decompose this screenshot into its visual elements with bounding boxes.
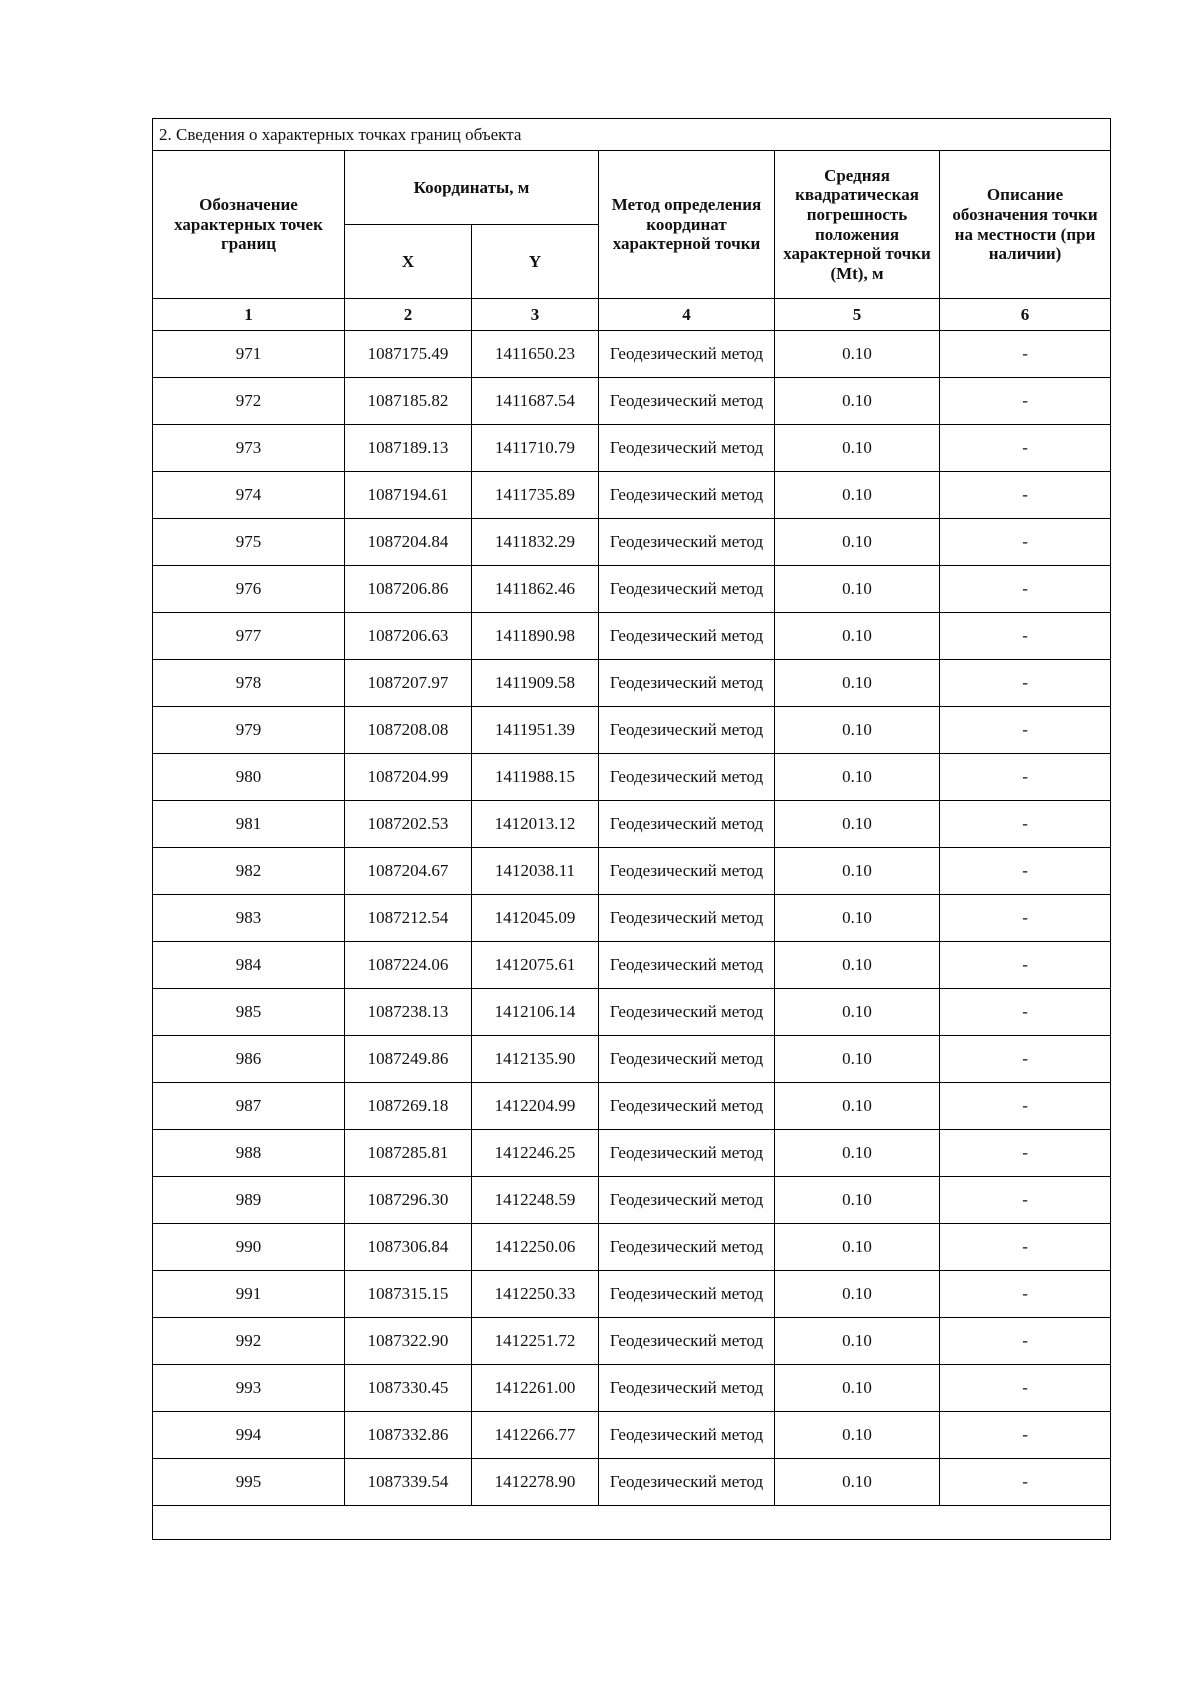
header-coordinates: Координаты, м	[345, 151, 599, 225]
description-cell: -	[940, 1412, 1111, 1459]
description-cell: -	[940, 707, 1111, 754]
y-coordinate-cell: 1412266.77	[472, 1412, 599, 1459]
table-caption: 2. Сведения о характерных точках границ объекта	[153, 119, 1111, 151]
method-cell: Геодезический метод	[599, 472, 775, 519]
empty-cell	[153, 1506, 1111, 1540]
point-id-cell: 983	[153, 895, 345, 942]
table-row	[153, 331, 1111, 378]
table-row	[153, 1412, 1111, 1459]
description-cell: -	[940, 472, 1111, 519]
description-cell: -	[940, 613, 1111, 660]
description-cell: -	[940, 660, 1111, 707]
table-row	[153, 942, 1111, 989]
mean-error-cell: 0.10	[775, 566, 940, 613]
point-id-cell: 993	[153, 1365, 345, 1412]
y-coordinate-cell: 1411735.89	[472, 472, 599, 519]
method-cell: Геодезический метод	[599, 1318, 775, 1365]
description-cell: -	[940, 1036, 1111, 1083]
mean-error-cell: 0.10	[775, 519, 940, 566]
description-cell: -	[940, 378, 1111, 425]
method-cell: Геодезический метод	[599, 942, 775, 989]
y-coordinate-cell: 1411687.54	[472, 378, 599, 425]
mean-error-cell: 0.10	[775, 754, 940, 801]
method-cell: Геодезический метод	[599, 848, 775, 895]
table-row	[153, 1271, 1111, 1318]
mean-error-cell: 0.10	[775, 1318, 940, 1365]
y-coordinate-cell: 1412075.61	[472, 942, 599, 989]
y-coordinate-cell: 1411909.58	[472, 660, 599, 707]
mean-error-cell: 0.10	[775, 848, 940, 895]
table-row	[153, 848, 1111, 895]
mean-error-cell: 0.10	[775, 1130, 940, 1177]
x-coordinate-cell: 1087207.97	[345, 660, 472, 707]
mean-error-cell: 0.10	[775, 707, 940, 754]
x-coordinate-cell: 1087206.63	[345, 613, 472, 660]
table-row	[153, 425, 1111, 472]
y-coordinate-cell: 1412250.33	[472, 1271, 599, 1318]
x-coordinate-cell: 1087296.30	[345, 1177, 472, 1224]
point-id-cell: 984	[153, 942, 345, 989]
method-cell: Геодезический метод	[599, 1271, 775, 1318]
method-cell: Геодезический метод	[599, 1224, 775, 1271]
method-cell: Геодезический метод	[599, 1036, 775, 1083]
point-id-cell: 975	[153, 519, 345, 566]
column-number: 2	[345, 299, 472, 331]
point-id-cell: 973	[153, 425, 345, 472]
table-row	[153, 1130, 1111, 1177]
description-cell: -	[940, 942, 1111, 989]
y-coordinate-cell: 1412261.00	[472, 1365, 599, 1412]
x-coordinate-cell: 1087332.86	[345, 1412, 472, 1459]
x-coordinate-cell: 1087175.49	[345, 331, 472, 378]
table-row	[153, 989, 1111, 1036]
table-row	[153, 660, 1111, 707]
table-row	[153, 1224, 1111, 1271]
mean-error-cell: 0.10	[775, 801, 940, 848]
table-row	[153, 801, 1111, 848]
mean-error-cell: 0.10	[775, 425, 940, 472]
table-row	[153, 1083, 1111, 1130]
mean-error-cell: 0.10	[775, 1271, 940, 1318]
table-row	[153, 519, 1111, 566]
method-cell: Геодезический метод	[599, 519, 775, 566]
table-row	[153, 1365, 1111, 1412]
y-coordinate-cell: 1412248.59	[472, 1177, 599, 1224]
description-cell: -	[940, 1130, 1111, 1177]
point-id-cell: 976	[153, 566, 345, 613]
method-cell: Геодезический метод	[599, 895, 775, 942]
mean-error-cell: 0.10	[775, 895, 940, 942]
table-row	[153, 613, 1111, 660]
y-coordinate-cell: 1411710.79	[472, 425, 599, 472]
header-mean-error: Средняя квадратическая погрешность положения характерной точки (Mt), м	[775, 151, 940, 299]
x-coordinate-cell: 1087204.99	[345, 754, 472, 801]
method-cell: Геодезический метод	[599, 613, 775, 660]
x-coordinate-cell: 1087212.54	[345, 895, 472, 942]
point-id-cell: 988	[153, 1130, 345, 1177]
table-row	[153, 895, 1111, 942]
mean-error-cell: 0.10	[775, 1365, 940, 1412]
y-coordinate-cell: 1412038.11	[472, 848, 599, 895]
x-coordinate-cell: 1087339.54	[345, 1459, 472, 1506]
header-description: Описание обозначения точки на местности (при наличии)	[940, 151, 1111, 299]
y-coordinate-cell: 1412045.09	[472, 895, 599, 942]
x-coordinate-cell: 1087285.81	[345, 1130, 472, 1177]
y-coordinate-cell: 1412135.90	[472, 1036, 599, 1083]
method-cell: Геодезический метод	[599, 331, 775, 378]
x-coordinate-cell: 1087204.84	[345, 519, 472, 566]
point-id-cell: 986	[153, 1036, 345, 1083]
x-coordinate-cell: 1087194.61	[345, 472, 472, 519]
column-number: 1	[153, 299, 345, 331]
y-coordinate-cell: 1411951.39	[472, 707, 599, 754]
mean-error-cell: 0.10	[775, 989, 940, 1036]
header-method: Метод определения координат характерной точки	[599, 151, 775, 299]
description-cell: -	[940, 425, 1111, 472]
y-coordinate-cell: 1411862.46	[472, 566, 599, 613]
mean-error-cell: 0.10	[775, 1177, 940, 1224]
y-coordinate-cell: 1412251.72	[472, 1318, 599, 1365]
point-id-cell: 982	[153, 848, 345, 895]
mean-error-cell: 0.10	[775, 1083, 940, 1130]
method-cell: Геодезический метод	[599, 1412, 775, 1459]
method-cell: Геодезический метод	[599, 425, 775, 472]
method-cell: Геодезический метод	[599, 754, 775, 801]
x-coordinate-cell: 1087185.82	[345, 378, 472, 425]
description-cell: -	[940, 1083, 1111, 1130]
y-coordinate-cell: 1412246.25	[472, 1130, 599, 1177]
header-designation: Обозначение характерных точек границ	[153, 151, 345, 299]
x-coordinate-cell: 1087315.15	[345, 1271, 472, 1318]
method-cell: Геодезический метод	[599, 707, 775, 754]
header-x: X	[345, 225, 472, 299]
description-cell: -	[940, 566, 1111, 613]
method-cell: Геодезический метод	[599, 378, 775, 425]
point-id-cell: 985	[153, 989, 345, 1036]
point-id-cell: 974	[153, 472, 345, 519]
point-id-cell: 971	[153, 331, 345, 378]
point-id-cell: 978	[153, 660, 345, 707]
empty-footer-row	[153, 1506, 1111, 1540]
y-coordinate-cell: 1412013.12	[472, 801, 599, 848]
method-cell: Геодезический метод	[599, 1365, 775, 1412]
column-number: 6	[940, 299, 1111, 331]
point-id-cell: 972	[153, 378, 345, 425]
description-cell: -	[940, 848, 1111, 895]
description-cell: -	[940, 519, 1111, 566]
table-row	[153, 566, 1111, 613]
point-id-cell: 987	[153, 1083, 345, 1130]
x-coordinate-cell: 1087208.08	[345, 707, 472, 754]
x-coordinate-cell: 1087202.53	[345, 801, 472, 848]
column-number: 3	[472, 299, 599, 331]
description-cell: -	[940, 895, 1111, 942]
mean-error-cell: 0.10	[775, 1459, 940, 1506]
y-coordinate-cell: 1412106.14	[472, 989, 599, 1036]
description-cell: -	[940, 331, 1111, 378]
x-coordinate-cell: 1087306.84	[345, 1224, 472, 1271]
mean-error-cell: 0.10	[775, 1412, 940, 1459]
description-cell: -	[940, 1459, 1111, 1506]
table-row	[153, 1459, 1111, 1506]
method-cell: Геодезический метод	[599, 801, 775, 848]
description-cell: -	[940, 1271, 1111, 1318]
description-cell: -	[940, 1318, 1111, 1365]
table-row	[153, 1036, 1111, 1083]
x-coordinate-cell: 1087238.13	[345, 989, 472, 1036]
column-number-row	[153, 299, 1111, 331]
description-cell: -	[940, 754, 1111, 801]
description-cell: -	[940, 1224, 1111, 1271]
x-coordinate-cell: 1087204.67	[345, 848, 472, 895]
mean-error-cell: 0.10	[775, 1224, 940, 1271]
table-row	[153, 707, 1111, 754]
y-coordinate-cell: 1412278.90	[472, 1459, 599, 1506]
y-coordinate-cell: 1411832.29	[472, 519, 599, 566]
description-cell: -	[940, 1365, 1111, 1412]
description-cell: -	[940, 801, 1111, 848]
column-number: 4	[599, 299, 775, 331]
point-id-cell: 981	[153, 801, 345, 848]
mean-error-cell: 0.10	[775, 613, 940, 660]
table-row	[153, 754, 1111, 801]
table-row	[153, 378, 1111, 425]
point-id-cell: 980	[153, 754, 345, 801]
column-number: 5	[775, 299, 940, 331]
x-coordinate-cell: 1087330.45	[345, 1365, 472, 1412]
boundary-points-table	[152, 118, 1111, 1540]
point-id-cell: 979	[153, 707, 345, 754]
point-id-cell: 991	[153, 1271, 345, 1318]
method-cell: Геодезический метод	[599, 1177, 775, 1224]
x-coordinate-cell: 1087269.18	[345, 1083, 472, 1130]
method-cell: Геодезический метод	[599, 660, 775, 707]
y-coordinate-cell: 1411650.23	[472, 331, 599, 378]
x-coordinate-cell: 1087224.06	[345, 942, 472, 989]
method-cell: Геодезический метод	[599, 1459, 775, 1506]
x-coordinate-cell: 1087249.86	[345, 1036, 472, 1083]
description-cell: -	[940, 989, 1111, 1036]
table-row	[153, 472, 1111, 519]
y-coordinate-cell: 1412250.06	[472, 1224, 599, 1271]
table-row	[153, 1177, 1111, 1224]
x-coordinate-cell: 1087206.86	[345, 566, 472, 613]
method-cell: Геодезический метод	[599, 989, 775, 1036]
y-coordinate-cell: 1411988.15	[472, 754, 599, 801]
method-cell: Геодезический метод	[599, 1130, 775, 1177]
mean-error-cell: 0.10	[775, 331, 940, 378]
mean-error-cell: 0.10	[775, 472, 940, 519]
point-id-cell: 992	[153, 1318, 345, 1365]
method-cell: Геодезический метод	[599, 1083, 775, 1130]
mean-error-cell: 0.10	[775, 378, 940, 425]
table-row	[153, 1318, 1111, 1365]
point-id-cell: 990	[153, 1224, 345, 1271]
method-cell: Геодезический метод	[599, 566, 775, 613]
point-id-cell: 995	[153, 1459, 345, 1506]
mean-error-cell: 0.10	[775, 660, 940, 707]
x-coordinate-cell: 1087322.90	[345, 1318, 472, 1365]
mean-error-cell: 0.10	[775, 942, 940, 989]
description-cell: -	[940, 1177, 1111, 1224]
mean-error-cell: 0.10	[775, 1036, 940, 1083]
point-id-cell: 994	[153, 1412, 345, 1459]
point-id-cell: 977	[153, 613, 345, 660]
y-coordinate-cell: 1411890.98	[472, 613, 599, 660]
point-id-cell: 989	[153, 1177, 345, 1224]
x-coordinate-cell: 1087189.13	[345, 425, 472, 472]
y-coordinate-cell: 1412204.99	[472, 1083, 599, 1130]
header-y: Y	[472, 225, 599, 299]
